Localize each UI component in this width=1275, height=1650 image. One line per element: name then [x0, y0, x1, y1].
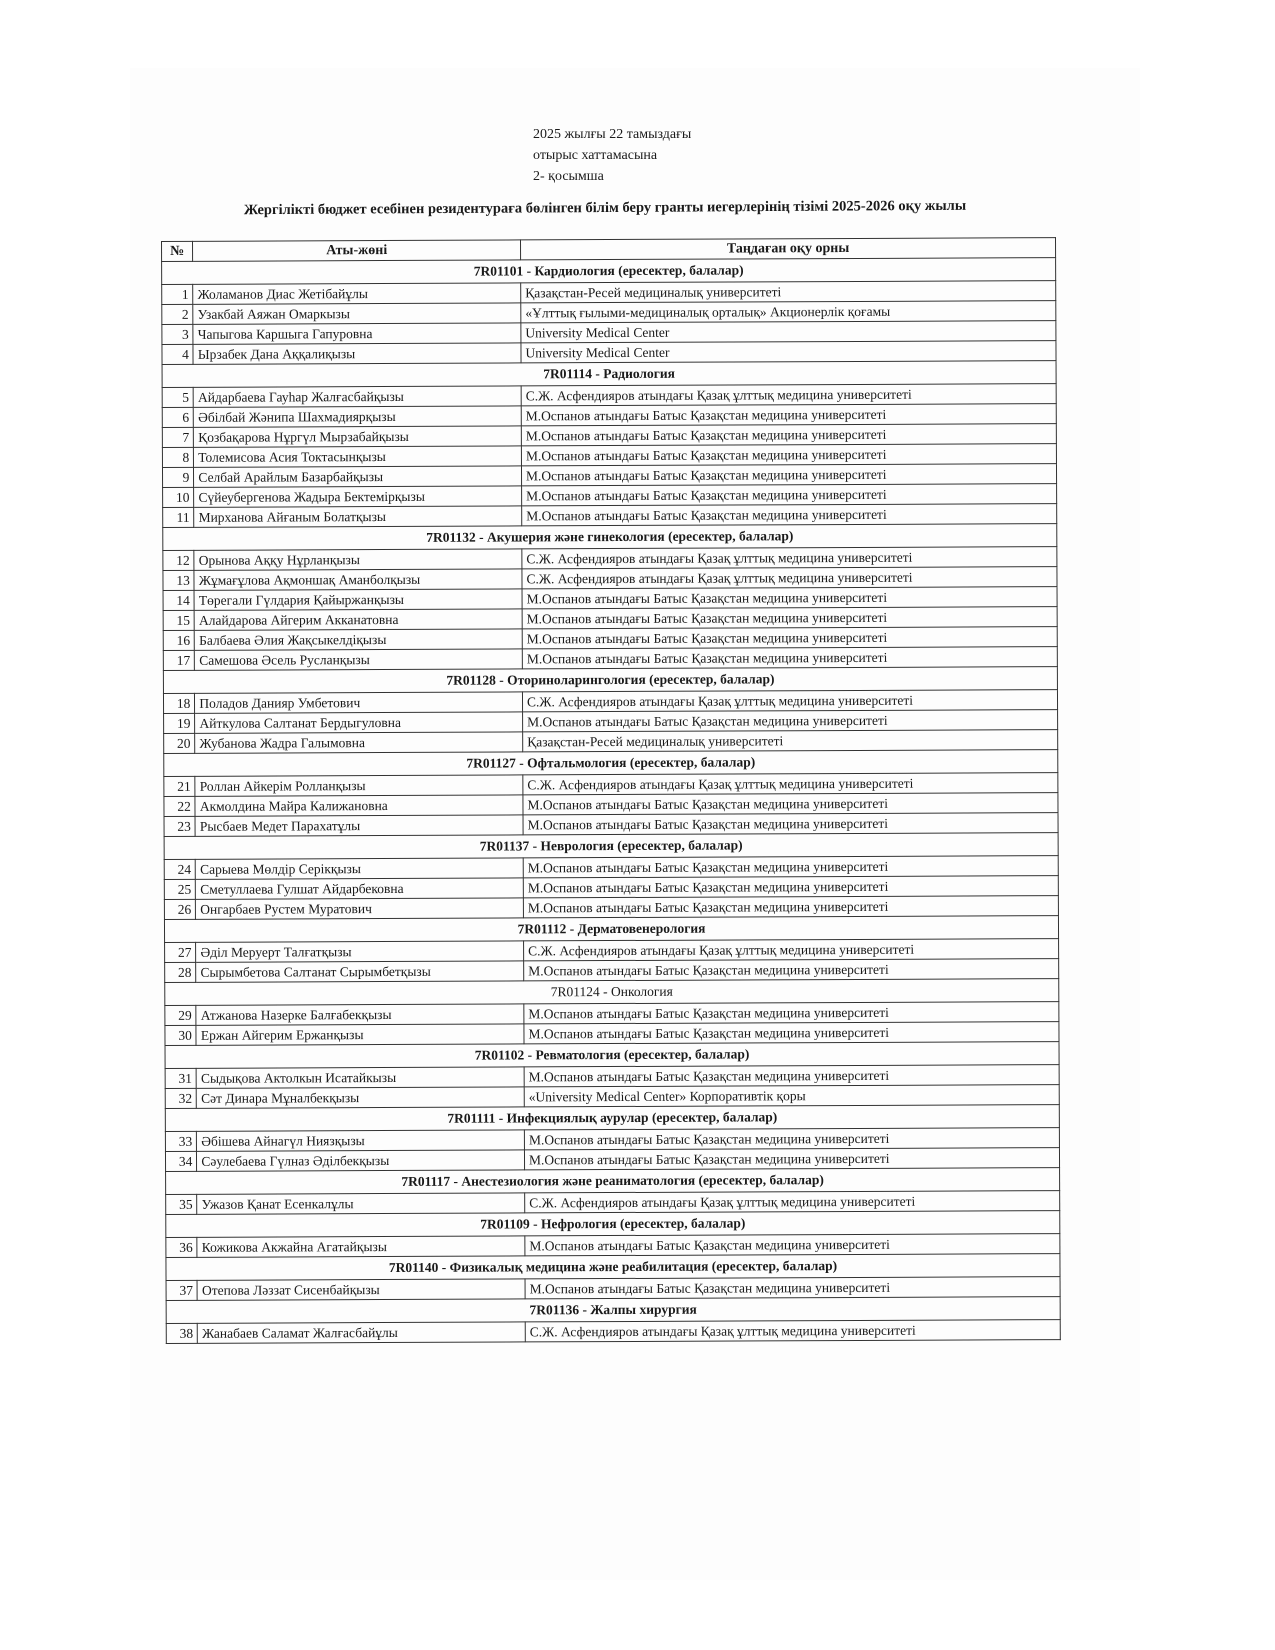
row-number: 21: [164, 776, 195, 796]
student-name: Поладов Данияр Умбетович: [195, 692, 523, 713]
student-name: Селбай Арайлым Базарбайқызы: [194, 466, 522, 487]
student-name: Сәулебаева Гүлназ Әділбекқызы: [197, 1150, 525, 1171]
row-number: 29: [165, 1005, 196, 1025]
row-number: 15: [163, 610, 194, 630]
student-name: Орынова Аққу Нұрланқызы: [194, 549, 522, 570]
section-title: 7R01109 - Нефрология (ересектер, балалар): [166, 1211, 1060, 1238]
chosen-university: С.Ж. Асфендияров атындағы Қазақ ұлттық медицина университеті: [521, 384, 1056, 406]
student-name: Әділ Меруерт Талғатқызы: [196, 941, 524, 962]
student-name: Роллан Айкерім Ролланқызы: [195, 775, 523, 796]
row-number: 20: [164, 733, 195, 753]
grant-holders-table: [161, 237, 1061, 1344]
section-title: 7R01128 - Оториноларингология (ересектер, балалар): [163, 667, 1057, 694]
row-number: 11: [163, 507, 194, 527]
table-body: [162, 258, 1061, 1344]
row-number: 1: [162, 284, 193, 304]
chosen-university: М.Оспанов атындағы Батыс Қазақстан медицина университеті: [524, 1148, 1059, 1170]
section-title: 7R01124 - Онкология: [165, 979, 1059, 1006]
section-title: 7R01132 - Акушерия және гинекология (ересектер, балалар): [163, 524, 1057, 551]
chosen-university: С.Ж. Асфендияров атындағы Қазақ ұлттық медицина университеті: [523, 773, 1058, 795]
row-number: 9: [162, 467, 193, 487]
student-name: Төрегали Гүлдария Қайыржанқызы: [194, 589, 522, 610]
section-title: 7R01101 - Кардиология (ересектер, балалар): [162, 258, 1056, 285]
chosen-university: М.Оспанов атындағы Батыс Қазақстан медицина университеті: [522, 607, 1057, 629]
row-number: 28: [165, 962, 196, 982]
row-number: 33: [165, 1131, 196, 1151]
row-number: 31: [165, 1068, 196, 1088]
row-number: 30: [165, 1025, 196, 1045]
student-name: Рысбаев Медет Парахатұлы: [195, 815, 523, 836]
header-note-line: 2025 жылғы 22 тамыздағы: [533, 127, 692, 142]
chosen-university: М.Оспанов атындағы Батыс Қазақстан медицина университеті: [523, 896, 1058, 918]
chosen-university: «University Medical Center» Корпоративтік қоры: [524, 1085, 1059, 1107]
row-number: 16: [163, 630, 194, 650]
row-number: 27: [165, 942, 196, 962]
student-name: Сәт Динара Мұналбекқызы: [197, 1087, 525, 1108]
row-number: 14: [163, 590, 194, 610]
row-number: 38: [166, 1323, 197, 1343]
student-name: Жанабаев Саламат Жалғасбайұлы: [198, 1322, 526, 1343]
row-number: 35: [166, 1194, 197, 1214]
row-number: 6: [162, 407, 193, 427]
section-title: 7R01140 - Физикалық медицина және реабилитация (ересектер, балалар): [166, 1254, 1060, 1281]
chosen-university: С.Ж. Асфендияров атындағы Қазақ ұлттық медицина университеті: [524, 939, 1059, 961]
chosen-university: М.Оспанов атындағы Батыс Қазақстан медицина университеті: [525, 1277, 1060, 1299]
row-number: 10: [163, 487, 194, 507]
row-number: 2: [162, 304, 193, 324]
chosen-university: М.Оспанов атындағы Батыс Қазақстан медицина университеті: [524, 1128, 1059, 1150]
student-name: Сарыева Мөлдір Серікқызы: [196, 858, 524, 879]
section-title: 7R01112 - Дерматовенерология: [164, 916, 1058, 943]
chosen-university: С.Ж. Асфендияров атындағы Қазақ ұлттық медицина университеті: [522, 547, 1057, 569]
chosen-university: University Medical Center: [521, 341, 1056, 363]
chosen-university: М.Оспанов атындағы Батыс Қазақстан медицина университеті: [523, 710, 1058, 732]
chosen-university: М.Оспанов атындағы Батыс Қазақстан медицина университеті: [523, 876, 1058, 898]
column-header-uni: Таңдаған оқу орны: [520, 238, 1055, 260]
student-name: Толемисова Асия Токтасынқызы: [194, 446, 522, 467]
student-name: Айткулова Салтанат Бердыгуловна: [195, 712, 523, 733]
chosen-university: «Ұлттық ғылыми-медициналық орталық» Акционерлік қоғамы: [521, 301, 1056, 323]
chosen-university: М.Оспанов атындағы Батыс Қазақстан медицина университеті: [524, 1002, 1059, 1024]
chosen-university: С.Ж. Асфендияров атындағы Қазақ ұлттық медицина университеті: [522, 567, 1057, 589]
student-name: Ержан Айгерим Ержанқызы: [196, 1024, 524, 1045]
chosen-university: М.Оспанов атындағы Батыс Қазақстан медицина университеті: [524, 1022, 1059, 1044]
student-name: Сметуллаева Гулшат Айдарбековна: [196, 878, 524, 899]
document-title: Жергілікті бюджет есебінен резидентураға бөлінген білім беру гранты иегерлерінің тізімі 2025-2026 оқу жылы: [243, 197, 967, 219]
chosen-university: С.Ж. Асфендияров атындағы Қазақ ұлттық медицина университеті: [522, 690, 1057, 712]
section-title: 7R01137 - Неврология (ересектер, балалар): [164, 833, 1058, 860]
row-number: 34: [165, 1151, 196, 1171]
chosen-university: М.Оспанов атындағы Батыс Қазақстан медицина университеті: [521, 464, 1056, 486]
chosen-university: С.Ж. Асфендияров атындағы Қазақ ұлттық медицина университеті: [525, 1191, 1060, 1213]
student-name: Алайдарова Айгерим Акканатовна: [194, 609, 522, 630]
chosen-university: М.Оспанов атындағы Батыс Қазақстан медицина университеті: [523, 813, 1058, 835]
chosen-university: М.Оспанов атындағы Батыс Қазақстан медицина университеті: [524, 1065, 1059, 1087]
student-name: Мирханова Айғаным Болатқызы: [194, 506, 522, 527]
row-number: 17: [163, 650, 194, 670]
row-number: 23: [164, 816, 195, 836]
chosen-university: М.Оспанов атындағы Батыс Қазақстан медицина университеті: [523, 793, 1058, 815]
chosen-university: М.Оспанов атындағы Батыс Қазақстан медицина университеті: [522, 504, 1057, 526]
section-title: 7R01111 - Инфекциялық аурулар (ересектер, балалар): [165, 1105, 1059, 1132]
section-title: 7R01127 - Офтальмология (ересектер, балалар): [164, 750, 1058, 777]
student-name: Сүйеубергенова Жадыра Бектемірқызы: [194, 486, 522, 507]
row-number: 32: [165, 1088, 196, 1108]
chosen-university: М.Оспанов атындағы Батыс Қазақстан медицина университеті: [522, 484, 1057, 506]
chosen-university: Қазақстан-Ресей медициналық университеті: [523, 730, 1058, 752]
table-row: [166, 1320, 1060, 1344]
row-number: 24: [164, 859, 195, 879]
chosen-university: М.Оспанов атындағы Батыс Қазақстан медицина университеті: [521, 424, 1056, 446]
student-name: Сыдықова Актолкын Исатайкызы: [196, 1067, 524, 1088]
header-note-line: отырыс хаттамасына: [533, 148, 658, 163]
student-name: Кожикова Акжайна Агатайқызы: [197, 1236, 525, 1257]
column-header-num: №: [162, 241, 193, 261]
student-name: Онгарбаев Рустем Муратович: [196, 898, 524, 919]
section-title: 7R01136 - Жалпы хирургия: [166, 1297, 1060, 1324]
column-header-name: Аты-жөні: [193, 240, 521, 261]
chosen-university: University Medical Center: [521, 321, 1056, 343]
student-name: Әбілбай Жәнипа Шахмадиярқызы: [194, 406, 522, 427]
student-name: Атжанова Назерке Балғабекқызы: [196, 1004, 524, 1025]
row-number: 4: [162, 344, 193, 364]
chosen-university: М.Оспанов атындағы Батыс Қазақстан медицина университеті: [525, 1234, 1060, 1256]
chosen-university: М.Оспанов атындағы Батыс Қазақстан медицина университеті: [524, 959, 1059, 981]
chosen-university: М.Оспанов атындағы Батыс Қазақстан медицина университеті: [521, 404, 1056, 426]
row-number: 37: [166, 1280, 197, 1300]
row-number: 12: [163, 550, 194, 570]
student-name: Сырымбетова Салтанат Сырымбетқызы: [196, 961, 524, 982]
row-number: 36: [166, 1237, 197, 1257]
student-name: Чапыгова Каршыга Гапуровна: [193, 323, 521, 344]
section-title: 7R01114 - Радиология: [162, 361, 1056, 388]
student-name: Қозбақарова Нұргүл Мырзабайқызы: [194, 426, 522, 447]
chosen-university: М.Оспанов атындағы Батыс Қазақстан медицина университеті: [522, 627, 1057, 649]
chosen-university: М.Оспанов атындағы Батыс Қазақстан медицина университеті: [523, 856, 1058, 878]
chosen-university: М.Оспанов атындағы Батыс Қазақстан медицина университеті: [521, 444, 1056, 466]
section-title: 7R01102 - Ревматология (ересектер, балалар): [165, 1042, 1059, 1069]
student-name: Акмолдина Майра Калижановна: [195, 795, 523, 816]
student-name: Жубанова Жадра Галымовна: [195, 732, 523, 753]
student-name: Жоламанов Диас Жетібайұлы: [193, 283, 521, 304]
row-number: 18: [163, 693, 194, 713]
student-name: Балбаева Әлия Жақсыкелдіқызы: [195, 629, 523, 650]
row-number: 13: [163, 570, 194, 590]
row-number: 26: [164, 899, 195, 919]
header-note: [533, 124, 691, 187]
row-number: 19: [164, 713, 195, 733]
header-note-line: 2- қосымша: [533, 169, 604, 184]
student-name: Отепова Ләззат Сисенбайқызы: [197, 1279, 525, 1300]
student-name: Жұмағұлова Ақмоншақ Аманболқызы: [194, 569, 522, 590]
chosen-university: М.Оспанов атындағы Батыс Қазақстан медицина университеті: [522, 587, 1057, 609]
student-name: Узакбай Аяжан Омаркызы: [193, 303, 521, 324]
section-title: 7R01117 - Анестезиология және реаниматология (ересектер, балалар): [166, 1168, 1060, 1195]
chosen-university: Қазақстан-Ресей медициналық университеті: [521, 281, 1056, 303]
row-number: 22: [164, 796, 195, 816]
student-name: Самешова Әсель Русланқызы: [195, 649, 523, 670]
row-number: 5: [162, 387, 193, 407]
student-name: Әбішева Айнагүл Ниязқызы: [197, 1130, 525, 1151]
chosen-university: С.Ж. Асфендияров атындағы Қазақ ұлттық медицина университеті: [525, 1320, 1060, 1342]
student-name: Ужазов Қанат Есенкалұлы: [197, 1193, 525, 1214]
student-name: Ырзабек Дана Аққалиқызы: [193, 343, 521, 364]
chosen-university: М.Оспанов атындағы Батыс Қазақстан медицина университеті: [522, 647, 1057, 669]
student-name: Айдарбаева Гауһар Жалғасбайқызы: [193, 386, 521, 407]
row-number: 8: [162, 447, 193, 467]
row-number: 7: [162, 427, 193, 447]
row-number: 25: [164, 879, 195, 899]
row-number: 3: [162, 324, 193, 344]
